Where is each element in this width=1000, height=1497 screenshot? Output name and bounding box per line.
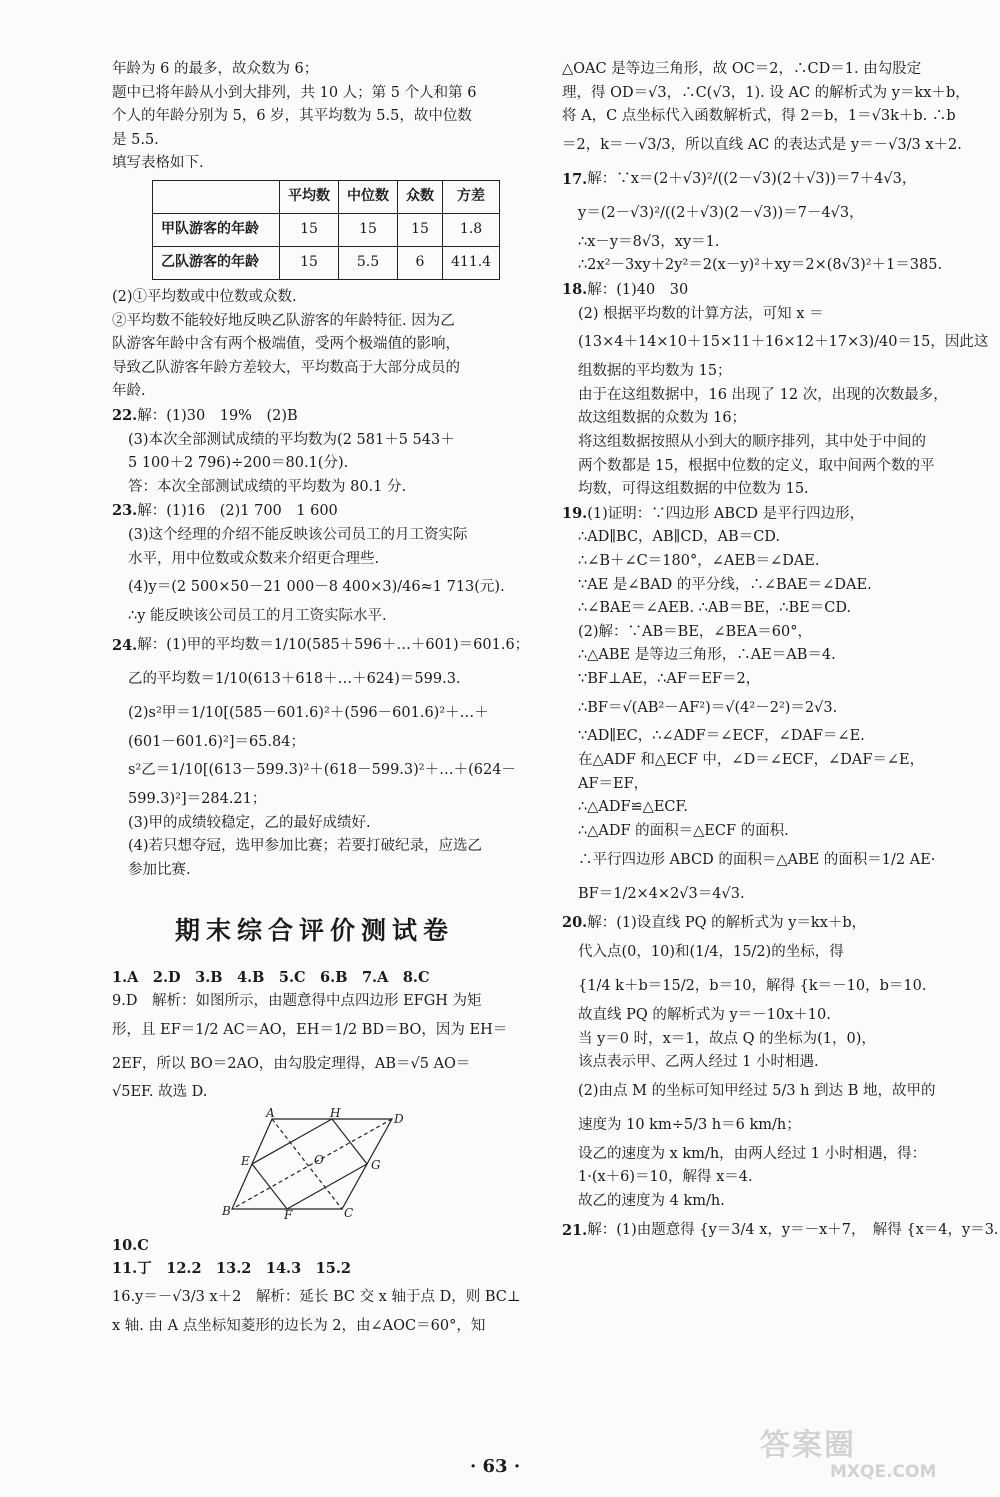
text-line: s²乙＝1/10[(613－599.3)²＋(618－599.3)²＋…＋(624－ bbox=[128, 762, 516, 779]
question-number: 18. bbox=[562, 280, 588, 298]
text-line-content: 解：(1)设直线 PQ 的解析式为 y＝kx＋b， bbox=[587, 915, 867, 932]
text-line: ＝2，k＝－√3/3，所以直线 AC 的表达式是 y＝－√3/3 x＋2. bbox=[562, 136, 962, 153]
table-cell: 15 bbox=[280, 213, 339, 246]
text-line: 水平，用中位数或众数来介绍更合理些. bbox=[128, 550, 380, 567]
text-line: 导致乙队游客年龄方差较大，平均数高于大部分成员的 bbox=[112, 359, 460, 376]
text-line-content: 解：(1)由题意得 {y＝3/4 x，y＝－x＋7， 解得 {x＝4，y＝3. bbox=[587, 1221, 999, 1238]
text-line bbox=[562, 278, 972, 303]
answers-1-8: 1.A 2.D 3.B 4.B 5.C 6.B 7.A 8.C bbox=[112, 969, 430, 987]
watermark-url: MXQE.COM bbox=[830, 1462, 937, 1482]
text-line: 组数据的平均数为 15； bbox=[578, 363, 732, 380]
table-cell: 5.5 bbox=[339, 246, 398, 279]
text-line: 题中已将年龄从小到大排列，共 10 人；第 5 个人和第 6 bbox=[112, 84, 477, 101]
text-line: 将 A，C 点坐标代入函数解析式，得 2＝b，1＝√3k＋b. ∴b bbox=[562, 108, 956, 125]
table-cell: 15 bbox=[280, 246, 339, 279]
text-line: 答：本次全部测试成绩的平均数为 80.1 分. bbox=[128, 478, 407, 495]
statistics-table bbox=[152, 180, 500, 280]
right-column bbox=[562, 58, 999, 1248]
question-9 bbox=[112, 990, 517, 1105]
text-line: 将这组数据按照从小到大的顺序排列，其中处于中间的 bbox=[578, 433, 926, 450]
text-line: ∴BF＝√(AB²－AF²)＝√(4²－2²)＝2√3. bbox=[578, 699, 838, 716]
question-number: 23. bbox=[112, 502, 138, 520]
text-line: y＝(2－√3)²/((2＋√3)(2－√3))＝7－4√3， bbox=[578, 204, 864, 221]
left-column bbox=[112, 58, 530, 1338]
text-line bbox=[562, 1214, 999, 1248]
text-line: 故直线 PQ 的解析式为 y＝－10x＋10. bbox=[578, 1007, 831, 1024]
text-line: 是 5.5. bbox=[112, 131, 159, 148]
question-18 bbox=[562, 278, 989, 502]
text-line: 5 100＋2 796)÷200＝80.1(分). bbox=[128, 455, 349, 472]
table-header-cell: 方差 bbox=[443, 180, 500, 213]
label-e: E bbox=[241, 1154, 250, 1169]
question-number: 17. bbox=[562, 170, 588, 188]
question-20 bbox=[562, 911, 972, 1213]
table-header-cell: 平均数 bbox=[280, 180, 339, 213]
label-c: C bbox=[344, 1206, 354, 1221]
text-line: 2EF，所以 BO＝2AO，由勾股定理得，AB＝√5 AO＝ bbox=[112, 1055, 471, 1072]
text-line: 由于在这组数据中，16 出现了 12 次，出现的次数最多， bbox=[578, 386, 948, 403]
watermark-logo: 答案圈 bbox=[760, 1428, 856, 1463]
text-line: ∴平行四边形 ABCD 的面积＝△ABE 的面积＝1/2 AE· bbox=[578, 851, 936, 868]
text-line: 代入点(0，10)和(1/4，15/2)的坐标，得 bbox=[578, 944, 844, 961]
label-g: G bbox=[371, 1158, 381, 1173]
text-line: 理，得 OD＝√3，∴C(√3，1). 设 AC 的解析式为 y＝kx＋b， bbox=[562, 84, 970, 101]
text-line: ②平均数不能较好地反映乙队游客的年龄特征. 因为乙 bbox=[112, 312, 455, 329]
text-line: (601－601.6)²]＝65.84； bbox=[128, 733, 305, 750]
question-22 bbox=[112, 404, 517, 499]
text-line: 个人的年龄分别为 5，6 岁，其平均数为 5.5，故中位数 bbox=[112, 108, 472, 125]
text-line: (2)s²甲＝1/10[(585－601.6)²＋(596－601.6)²＋…＋ bbox=[128, 704, 489, 721]
text-line: 故这组数据的众数为 16； bbox=[578, 410, 747, 427]
text-line: 599.3)²]＝284.21； bbox=[128, 791, 267, 808]
label-d: D bbox=[394, 1112, 404, 1127]
question-number: 20. bbox=[562, 914, 588, 932]
table-header-row bbox=[153, 180, 500, 213]
page-number: · 63 · bbox=[470, 1456, 521, 1477]
question-number: 19. bbox=[562, 504, 588, 522]
table-cell: 1.8 bbox=[443, 213, 500, 246]
text-line bbox=[562, 911, 972, 936]
text-line bbox=[112, 499, 517, 524]
text-line: 乙的平均数＝1/10(613＋618＋…＋624)＝599.3. bbox=[128, 670, 461, 687]
text-line: (13×4＋14×10＋15×11＋16×12＋17×3)/40＝15，因此这 bbox=[578, 334, 989, 351]
text-line: 设乙的速度为 x km/h，由两人经过 1 小时相遇，得： bbox=[578, 1145, 927, 1162]
text-line-content: (1)证明：∵四边形 ABCD 是平行四边形， bbox=[587, 505, 865, 522]
table-cell: 411.4 bbox=[443, 246, 500, 279]
text-line: x 轴. 由 A 点坐标知菱形的边长为 2，由∠AOC＝60°，知 bbox=[112, 1317, 486, 1334]
question-16-continued bbox=[562, 58, 972, 163]
quadrilateral-figure bbox=[222, 1106, 404, 1223]
text-line: 参加比赛. bbox=[128, 862, 191, 879]
text-line: 故乙的速度为 4 km/h. bbox=[578, 1193, 725, 1209]
text-line: 当 y＝0 时，x＝1，故点 Q 的坐标为(1，0)， bbox=[578, 1030, 876, 1047]
question-21 bbox=[562, 1214, 999, 1248]
text-line: ∴△ADF 的面积＝△ECF 的面积. bbox=[578, 822, 789, 839]
question-number: 22. bbox=[112, 406, 138, 424]
intro-text bbox=[112, 58, 517, 176]
question-17 bbox=[562, 163, 972, 278]
text-line: 16.y＝－√3/3 x＋2 解析：延长 BC 交 x 轴于点 D，则 BC⊥ bbox=[112, 1289, 521, 1306]
text-line-content: 解：(1)16 (2)1 700 1 600 bbox=[137, 503, 338, 520]
text-line: BF＝1/2×4×2√3＝4√3. bbox=[578, 885, 745, 902]
table-cell: 15 bbox=[339, 213, 398, 246]
text-line bbox=[112, 404, 517, 429]
answer-2-text bbox=[112, 286, 517, 404]
table-header-cell: 中位数 bbox=[339, 180, 398, 213]
table-cell: 15 bbox=[398, 213, 443, 246]
text-line bbox=[562, 163, 972, 197]
text-line: 在△ADF 和△ECF 中，∠D＝∠ECF，∠DAF＝∠E， bbox=[578, 752, 925, 769]
text-line: AF＝EF， bbox=[578, 775, 649, 792]
text-line: {1/4 k＋b＝15/2，b＝10，解得 {k＝－10，b＝10. bbox=[578, 978, 927, 995]
text-line: 填写表格如下. bbox=[112, 155, 204, 172]
text-line: (4)若只想夺冠，选甲参加比赛；若要打破纪录，应选乙 bbox=[128, 838, 483, 855]
text-line: (3)甲的成绩较稳定，乙的最好成绩好. bbox=[128, 814, 371, 831]
text-line: ∴△ADF≌△ECF. bbox=[578, 799, 688, 816]
question-19 bbox=[562, 502, 972, 912]
text-line: (2)①平均数或中位数或众数. bbox=[112, 288, 297, 305]
text-line: 两个数都是 15，根据中位数的定义，取中间两个数的平 bbox=[578, 457, 935, 474]
text-line: ∴AD∥BC，AB∥CD，AB＝CD. bbox=[578, 529, 781, 546]
question-number: 21. bbox=[562, 1221, 588, 1239]
text-line: ∴2x²－3xy＋2y²＝2(x－y)²＋xy＝2×(8√3)²＋1＝385. bbox=[578, 257, 943, 274]
text-line: ∴△ABE 是等边三角形，∴AE＝AB＝4. bbox=[578, 647, 836, 664]
text-line: (2)解：∵AB＝BE，∠BEA＝60°， bbox=[578, 623, 812, 640]
text-line: 形，且 EF＝1/2 AC＝AO，EH＝1/2 BD＝BO，因为 EH＝ bbox=[112, 1021, 508, 1038]
text-line: ∵BF⊥AE，∴AF＝EF＝2， bbox=[578, 670, 761, 687]
text-line: 均数，可得这组数据的中位数为 15. bbox=[578, 481, 809, 498]
text-line: ∴x－y＝8√3，xy＝1. bbox=[578, 233, 720, 250]
label-h: H bbox=[330, 1106, 341, 1121]
table-header-cell bbox=[153, 180, 280, 213]
text-line: (3)这个经理的介绍不能反映该公司员工的月工资实际 bbox=[128, 526, 468, 543]
table-header-cell: 众数 bbox=[398, 180, 443, 213]
table-row bbox=[153, 246, 500, 279]
label-f: F bbox=[284, 1208, 293, 1223]
label-o: O bbox=[314, 1153, 324, 1168]
text-line: 9.D 解析：如图所示，由题意得中点四边形 EFGH 为矩 bbox=[112, 992, 482, 1009]
table-cell: 6 bbox=[398, 246, 443, 279]
table-row-header: 乙队游客的年龄 bbox=[153, 246, 280, 279]
text-line-content: 解：(1)甲的平均数＝1/10(585＋596＋…＋601)＝601.6； bbox=[137, 636, 530, 653]
table-row bbox=[153, 213, 500, 246]
text-line: 年龄为 6 的最多，故众数为 6； bbox=[112, 61, 319, 77]
question-23 bbox=[112, 499, 517, 628]
text-line: (2) 根据平均数的计算方法，可知 x ＝ bbox=[578, 305, 824, 322]
text-line: (2)由点 M 的坐标可知甲经过 5/3 h 到达 B 地，故甲的 bbox=[578, 1083, 936, 1100]
section-title: 期末综合评价测试卷 bbox=[174, 915, 454, 945]
text-line-content: 解：(1)40 30 bbox=[587, 281, 689, 298]
text-line: △OAC 是等边三角形，故 OC＝2，∴CD＝1. 由勾股定 bbox=[562, 61, 922, 77]
answer-10: 10.C bbox=[112, 1236, 149, 1254]
text-line: √5EF. 故选 D. bbox=[112, 1084, 208, 1101]
text-line: (3)本次全部测试成绩的平均数为(2 581＋5 543＋ bbox=[128, 431, 455, 448]
text-line: ∴∠BAE＝∠AEB. ∴AB＝BE，∴BE＝CD. bbox=[578, 600, 852, 617]
table-row-header: 甲队游客的年龄 bbox=[153, 213, 280, 246]
label-b: B bbox=[222, 1204, 231, 1219]
text-line: ∴y 能反映该公司员工的月工资实际水平. bbox=[128, 608, 387, 625]
text-line bbox=[112, 629, 530, 663]
text-line-content: 解：(1)30 19% (2)B bbox=[137, 407, 298, 424]
text-line: ∴∠B＋∠C＝180°，∠AEB＝∠DAE. bbox=[578, 552, 820, 569]
text-line: ∵AE 是∠BAD 的平分线，∴∠BAE＝∠DAE. bbox=[578, 576, 872, 593]
text-line: 1·(x＋6)＝10，解得 x＝4. bbox=[578, 1169, 753, 1186]
question-24 bbox=[112, 629, 530, 883]
question-16 bbox=[112, 1281, 521, 1339]
text-line-content: 解：∵x＝(2＋√3)²/((2－√3)(2＋√3))＝7＋4√3， bbox=[587, 170, 917, 187]
text-line: (4)y＝(2 500×50－21 000－8 400×3)/46≈1 713(元). bbox=[128, 579, 505, 596]
answers-11-15: 11.丁 12.2 13.2 14.3 15.2 bbox=[112, 1260, 351, 1278]
text-line: 该点表示甲、乙两人经过 1 小时相遇. bbox=[578, 1054, 819, 1071]
label-a: A bbox=[266, 1106, 275, 1121]
question-number: 24. bbox=[112, 636, 138, 654]
text-line: ∵AD∥EC，∴∠ADF＝∠ECF，∠DAF＝∠E. bbox=[578, 728, 865, 745]
text-line: 速度为 10 km÷5/3 h＝6 km/h； bbox=[578, 1117, 801, 1134]
text-line bbox=[562, 502, 972, 527]
text-line: 队游客年龄中含有两个极端值，受两个极端值的影响， bbox=[112, 336, 460, 353]
text-line: 年龄. bbox=[112, 383, 146, 400]
